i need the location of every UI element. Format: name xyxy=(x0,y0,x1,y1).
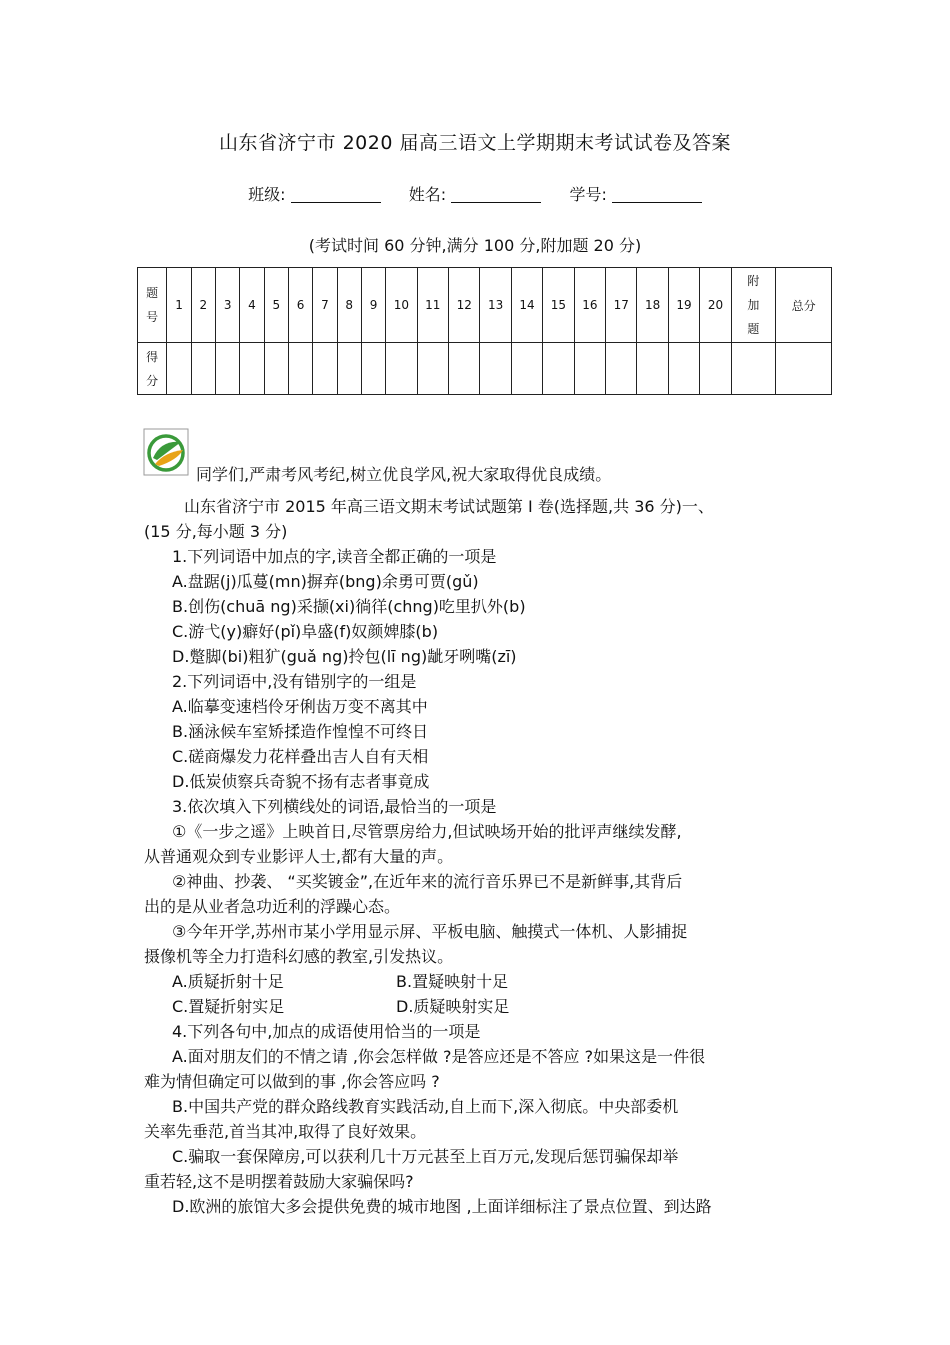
option-text: B.涵泳候车室矫揉造作惶惶不可终日 xyxy=(172,722,429,741)
score-cell[interactable] xyxy=(543,343,574,395)
score-cell[interactable] xyxy=(574,343,605,395)
option-text: A.质疑折射十足 xyxy=(172,972,284,991)
question-number-cell: 9 xyxy=(361,268,385,343)
extra-score-cell[interactable] xyxy=(731,343,776,395)
student-id-label: 学号: xyxy=(569,185,607,204)
student-info-line xyxy=(0,182,950,205)
question-number-cell: 13 xyxy=(480,268,511,343)
intro-line: 山东省济宁市 2015 年高三语文期末考试试题第 I 卷(选择题,共 36 分)一、 xyxy=(184,497,714,516)
question-stem: 1.下列词语中加点的字,读音全都正确的一项是 xyxy=(172,547,497,566)
score-cell[interactable] xyxy=(417,343,448,395)
option-text: B.置疑映射十足 xyxy=(396,972,509,991)
score-header-row xyxy=(138,268,832,343)
name-label: 姓名: xyxy=(408,185,447,204)
score-cell[interactable] xyxy=(668,343,699,395)
option-text: C.磋商爆发力花样叠出吉人自有天相 xyxy=(172,747,429,766)
school-logo-icon xyxy=(143,428,189,476)
score-cell[interactable] xyxy=(511,343,542,395)
class-label: 班级: xyxy=(248,185,286,204)
question-number-cell: 1 xyxy=(167,268,191,343)
score-row-header: 得 分 xyxy=(138,343,167,395)
score-cell[interactable] xyxy=(700,343,731,395)
greeting-text: 同学们,严肃考风考纪,树立优良学风,祝大家取得优良成绩。 xyxy=(196,465,612,484)
option-text: B.创伤(chuā ng)采撷(xi)徜徉(chng)吃里扒外(b) xyxy=(172,597,526,616)
score-cell[interactable] xyxy=(606,343,637,395)
option-text: D.低炭侦察兵奇貌不扬有志者事竟成 xyxy=(172,772,430,791)
question-number-cell: 2 xyxy=(191,268,215,343)
score-cell[interactable] xyxy=(637,343,668,395)
question-stem: 2.下列词语中,没有错别字的一组是 xyxy=(172,672,417,691)
score-cell[interactable] xyxy=(480,343,511,395)
question-number-header: 题 号 xyxy=(138,268,167,343)
score-cell[interactable] xyxy=(313,343,337,395)
passage-text: ②神曲、抄袭、 “买奖镀金”,在近年来的流行音乐界已不是新鲜事,其背后 xyxy=(172,872,683,891)
option-text: B.中国共产党的群众路线教育实践活动,自上而下,深入彻底。中央部委机 xyxy=(172,1097,679,1116)
question-number-cell: 6 xyxy=(288,268,312,343)
question-number-cell: 10 xyxy=(386,268,417,343)
question-number-cell: 16 xyxy=(574,268,605,343)
score-cell[interactable] xyxy=(167,343,191,395)
option-text: 重若轻,这不是明摆着鼓励大家骗保吗? xyxy=(144,1172,414,1191)
total-score-cell[interactable] xyxy=(776,343,832,395)
score-cell[interactable] xyxy=(191,343,215,395)
option-text: D.质疑映射实足 xyxy=(396,997,510,1016)
total-header: 总分 xyxy=(776,268,832,343)
option-text: C.置疑折射实足 xyxy=(172,997,285,1016)
option-text: D.蹩脚(bi)粗犷(guǎ ng)拎包(lī ng)龇牙咧嘴(zī) xyxy=(172,647,517,666)
question-number-cell: 7 xyxy=(313,268,337,343)
option-text: D.欧洲的旅馆大多会提供免费的城市地图 ,上面详细标注了景点位置、到达路 xyxy=(172,1197,712,1216)
question-number-cell: 12 xyxy=(449,268,480,343)
option-text: 难为情但确定可以做到的事 ,你会答应吗 ? xyxy=(144,1072,440,1091)
score-cell[interactable] xyxy=(449,343,480,395)
score-table xyxy=(137,267,832,395)
score-row xyxy=(138,343,832,395)
question-number-cell: 4 xyxy=(240,268,264,343)
name-blank xyxy=(451,186,541,203)
score-cell[interactable] xyxy=(386,343,417,395)
score-cell[interactable] xyxy=(216,343,240,395)
option-text: 关率先垂范,首当其冲,取得了良好效果。 xyxy=(144,1122,427,1141)
score-cell[interactable] xyxy=(361,343,385,395)
passage-text: ①《一步之遥》上映首日,尽管票房给力,但试映场开始的批评声继续发酵, xyxy=(172,822,682,841)
question-stem: 4.下列各句中,加点的成语使用恰当的一项是 xyxy=(172,1022,481,1041)
question-number-cell: 3 xyxy=(216,268,240,343)
score-cell[interactable] xyxy=(337,343,361,395)
document-title: 山东省济宁市 2020 届高三语文上学期期末考试试卷及答案 xyxy=(219,132,731,154)
question-number-cell: 11 xyxy=(417,268,448,343)
exam-note: (考试时间 60 分钟,满分 100 分,附加题 20 分) xyxy=(308,236,642,255)
score-cell[interactable] xyxy=(288,343,312,395)
exam-body xyxy=(144,494,819,1219)
option-row xyxy=(144,969,819,994)
intro-line: (15 分,每小题 3 分) xyxy=(144,522,288,541)
passage-text: 出的是从业者急功近利的浮躁心态。 xyxy=(144,897,401,916)
question-number-cell: 18 xyxy=(637,268,668,343)
score-cell[interactable] xyxy=(264,343,288,395)
option-text: C.游弋(y)癖好(pǐ)阜盛(f)奴颜婢膝(b) xyxy=(172,622,439,641)
question-number-cell: 8 xyxy=(337,268,361,343)
score-cell[interactable] xyxy=(240,343,264,395)
question-number-cell: 20 xyxy=(700,268,731,343)
extra-question-header: 附 加 题 xyxy=(731,268,776,343)
question-number-cell: 5 xyxy=(264,268,288,343)
option-text: C.骗取一套保障房,可以获利几十万元甚至上百万元,发现后惩罚骗保却举 xyxy=(172,1147,679,1166)
passage-text: 摄像机等全力打造科幻感的教室,引发热议。 xyxy=(144,947,454,966)
option-text: A.面对朋友们的不情之请 ,你会怎样做 ?是答应还是不答应 ?如果这是一件很 xyxy=(172,1047,706,1066)
option-row xyxy=(144,994,819,1019)
question-stem: 3.依次填入下列横线处的词语,最恰当的一项是 xyxy=(172,797,497,816)
passage-text: ③今年开学,苏州市某小学用显示屏、平板电脑、触摸式一体机、人影捕捉 xyxy=(172,922,688,941)
question-number-cell: 15 xyxy=(543,268,574,343)
class-blank xyxy=(291,186,381,203)
question-number-cell: 17 xyxy=(606,268,637,343)
question-number-cell: 19 xyxy=(668,268,699,343)
passage-text: 从普通观众到专业影评人士,都有大量的声。 xyxy=(144,847,454,866)
student-id-blank xyxy=(612,186,702,203)
option-text: A.临摹变速档伶牙俐齿万变不离其中 xyxy=(172,697,428,716)
question-number-cell: 14 xyxy=(511,268,542,343)
option-text: A.盘踞(j)瓜蔓(mn)摒弃(bng)余勇可贾(gǔ) xyxy=(172,572,479,591)
